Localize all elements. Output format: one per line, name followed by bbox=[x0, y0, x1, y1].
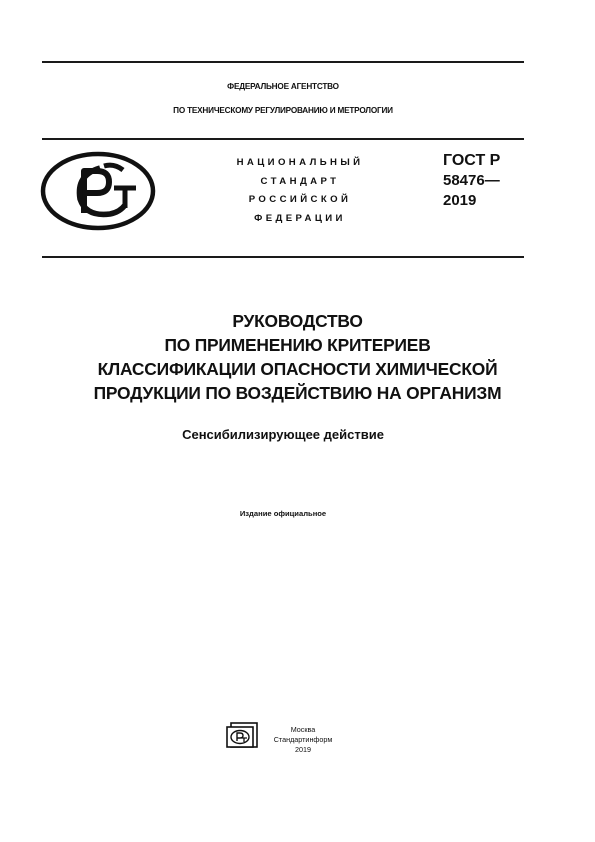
document-title-line: РУКОВОДСТВО bbox=[232, 311, 363, 331]
document-title-line: КЛАССИФИКАЦИИ ОПАСНОСТИ ХИМИЧЕСКОЙ bbox=[97, 359, 498, 379]
document-title-line: ПО ПРИМЕНЕНИЮ КРИТЕРИЕВ bbox=[164, 335, 431, 355]
rst-logo-icon bbox=[40, 151, 156, 231]
document-title bbox=[20, 309, 575, 405]
publisher-year: 2019 bbox=[295, 745, 311, 754]
publisher-info bbox=[262, 725, 344, 755]
standard-code: ГОСТ Р bbox=[443, 152, 501, 169]
edition-note: Издание официальное bbox=[239, 509, 327, 518]
standard-type-line: СТАНДАРТ bbox=[260, 175, 340, 187]
standard-type-line: РОССИЙСКОЙ bbox=[248, 194, 352, 205]
top-rule bbox=[42, 61, 524, 63]
agency-name-line1: ФЕДЕРАЛЬНОЕ АГЕНТСТВО bbox=[227, 82, 339, 91]
document-subtitle: Сенсибилизирующее действие bbox=[182, 427, 384, 442]
standard-number: 58476— bbox=[443, 172, 500, 189]
standard-type bbox=[208, 154, 392, 228]
header-rule-upper bbox=[42, 138, 524, 140]
publisher-city: Москва bbox=[290, 725, 316, 734]
agency-name-line2: ПО ТЕХНИЧЕСКОМУ РЕГУЛИРОВАНИЮ И МЕТРОЛОГИИ bbox=[173, 106, 393, 115]
standard-type-line: ФЕДЕРАЦИИ bbox=[254, 212, 346, 224]
document-title-line: ПРОДУКЦИИ ПО ВОЗДЕЙСТВИЮ НА ОРГАНИЗМ bbox=[93, 383, 502, 403]
publisher-name: Стандартинформ bbox=[273, 735, 333, 744]
standard-type-line: НАЦИОНАЛЬНЫЙ bbox=[236, 157, 364, 168]
standard-year: 2019 bbox=[443, 192, 477, 209]
standard-designation bbox=[443, 151, 500, 211]
standartinform-logo-icon bbox=[226, 722, 258, 748]
header-rule-lower bbox=[42, 256, 524, 258]
